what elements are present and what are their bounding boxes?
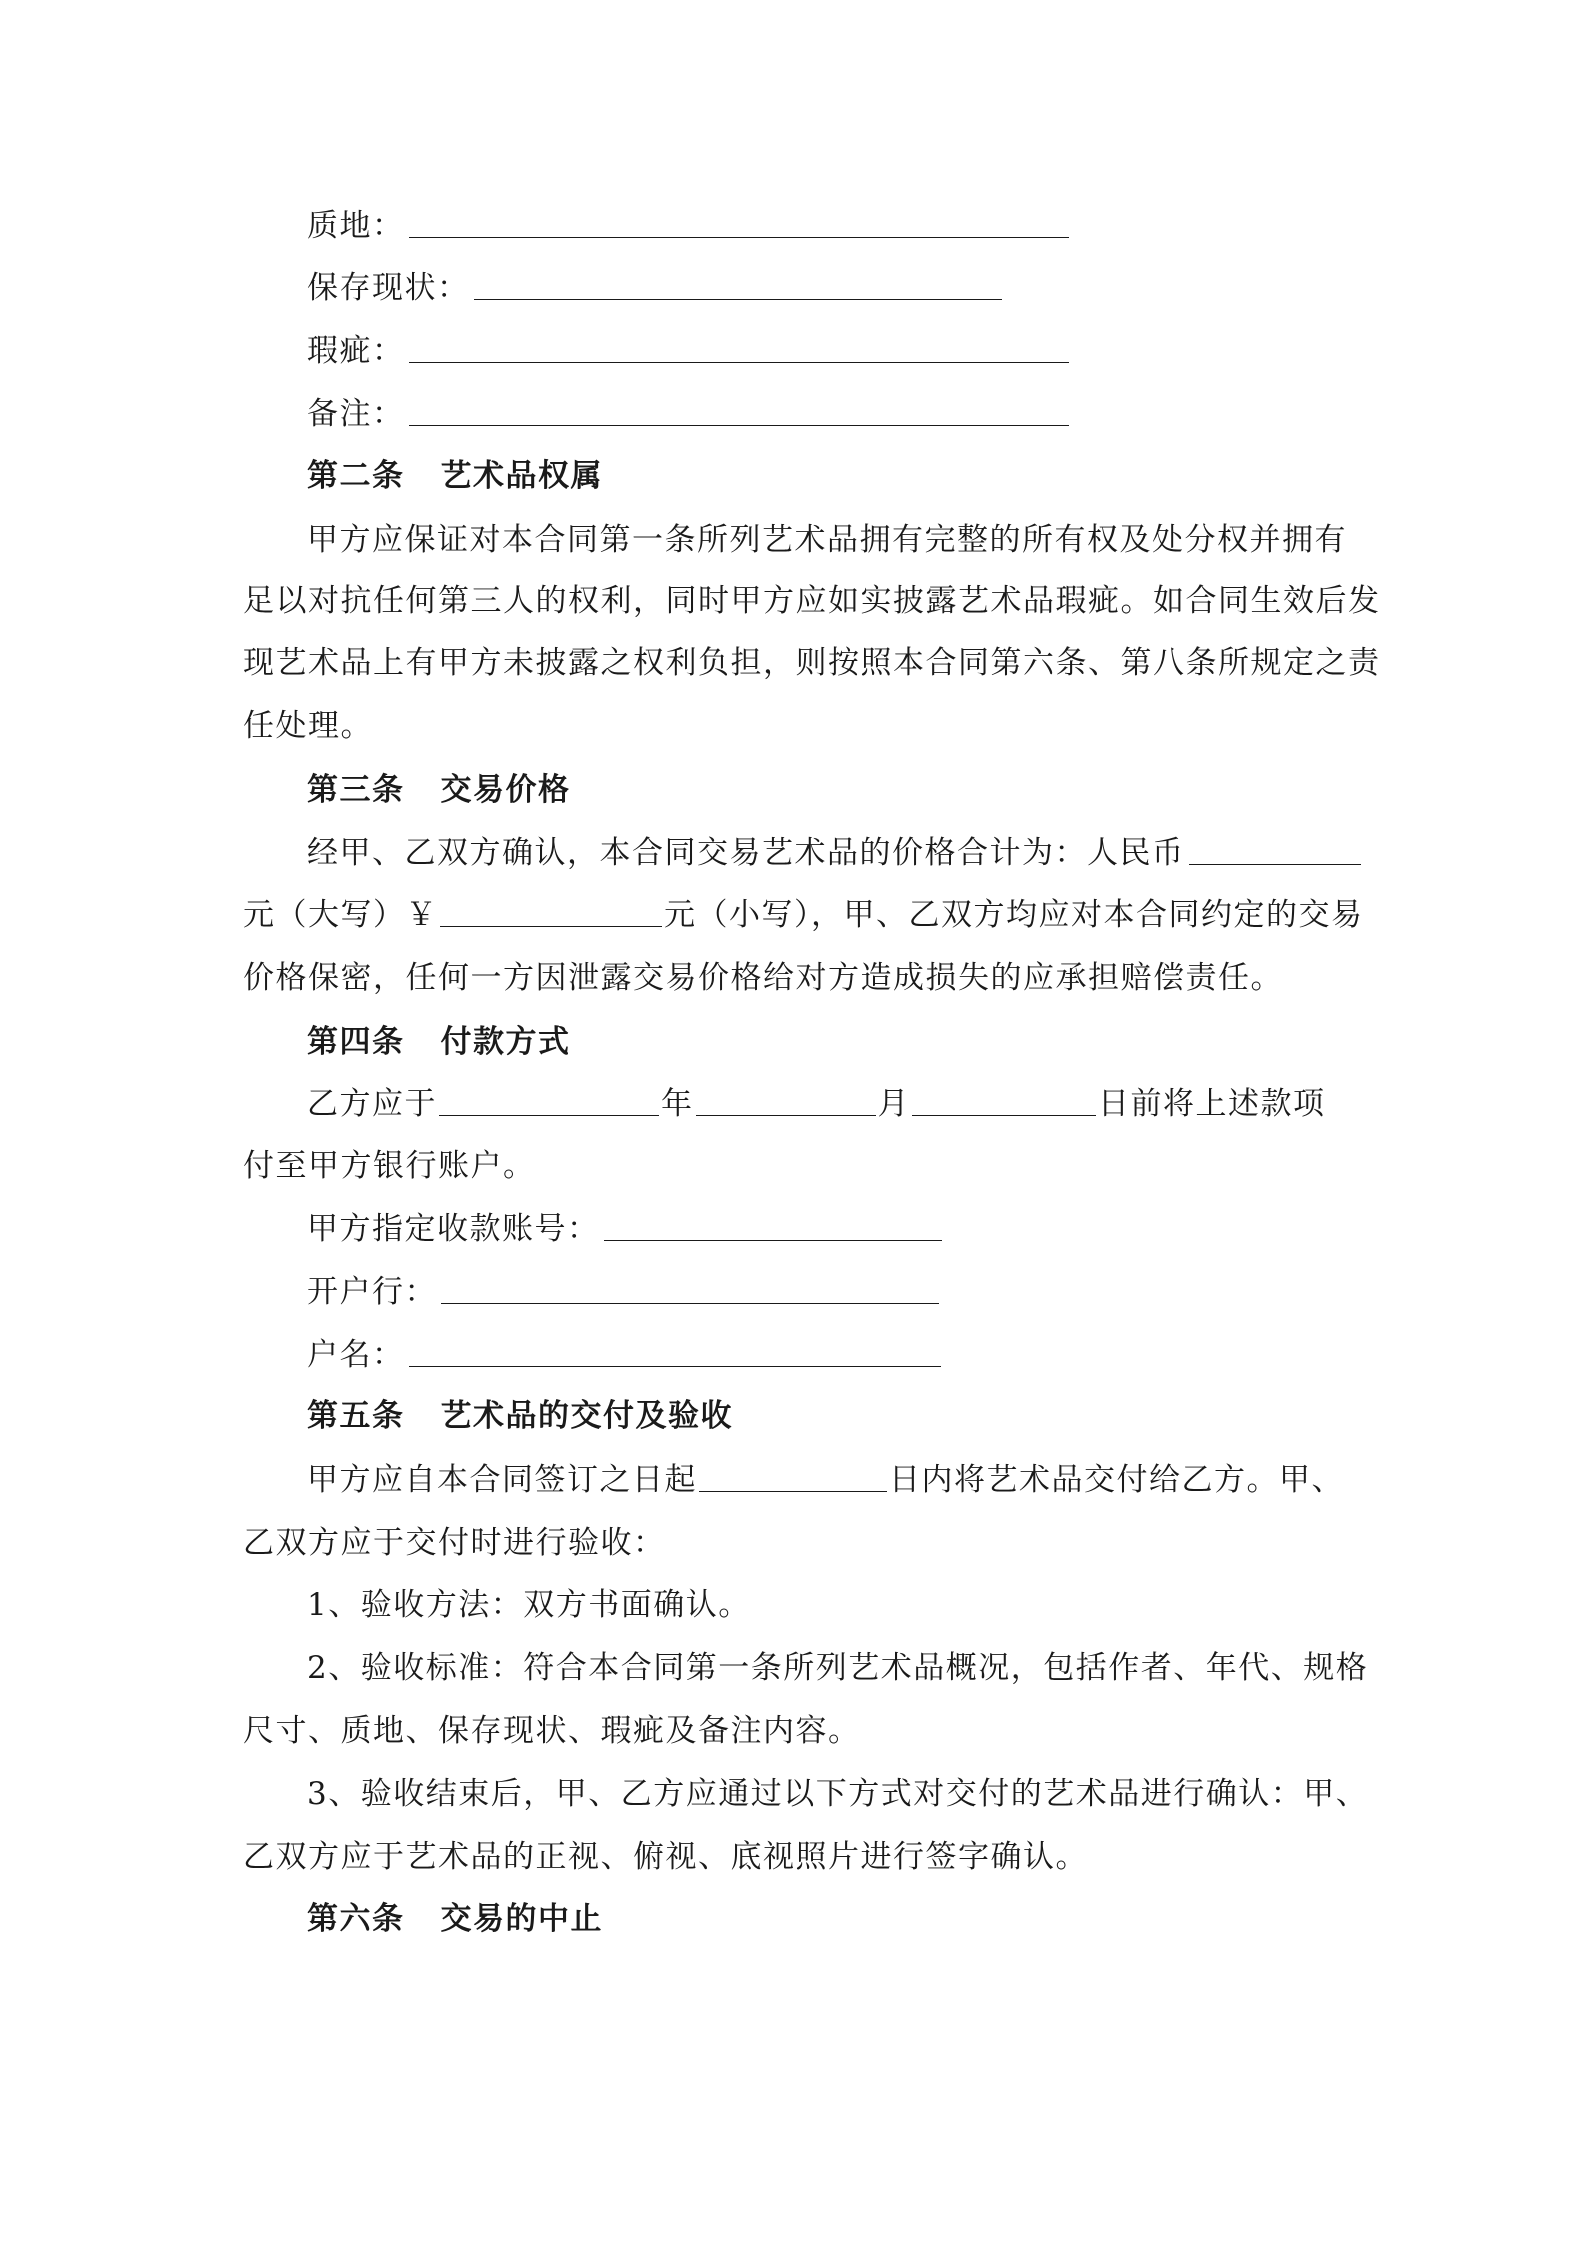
account-label: 甲方指定收款账号： — [307, 1211, 600, 1247]
account-field — [307, 1209, 942, 1249]
year-label: 年 — [661, 1086, 694, 1122]
payment-month-blank[interactable] — [696, 1085, 876, 1116]
price-figures-label: 元（小写），甲、乙双方均应对本合同约定的交易 — [664, 897, 1364, 933]
price-line-1 — [307, 833, 1361, 873]
quality-field — [307, 206, 1069, 246]
article-2-number: 第二条 — [307, 458, 405, 494]
payment-year-blank[interactable] — [439, 1085, 659, 1116]
bank-blank[interactable] — [441, 1273, 939, 1304]
article-4-heading — [307, 1022, 571, 1062]
payment-day-blank[interactable] — [912, 1085, 1096, 1116]
acceptance-item-2: 2、验收标准：符合本合同第一条所列艺术品概况，包括作者、年代、规格 — [307, 1650, 1369, 1686]
payment-line-2: 付至甲方银行账户。 — [243, 1148, 536, 1184]
preservation-blank[interactable] — [474, 269, 1002, 300]
article-3-title: 交易价格 — [440, 772, 571, 808]
delivery-days-blank[interactable] — [699, 1461, 887, 1492]
bank-label: 开户行： — [307, 1274, 437, 1310]
price-text: 经甲、乙双方确认，本合同交易艺术品的价格合计为：人民币 — [307, 835, 1185, 871]
delivery-line-1 — [307, 1460, 1344, 1500]
article-2-text-line: 甲方应保证对本合同第一条所列艺术品拥有完整的所有权及处分权并拥有 — [307, 522, 1347, 558]
bank-field — [307, 1272, 939, 1312]
preservation-field — [307, 268, 1002, 308]
acceptance-item-3-cont: 乙双方应于艺术品的正视、俯视、底视照片进行签字确认。 — [243, 1839, 1088, 1875]
month-label: 月 — [877, 1086, 910, 1122]
account-name-field — [307, 1335, 941, 1375]
price-line-3: 价格保密，任何一方因泄露交易价格给对方造成损失的应承担赔偿责任。 — [243, 960, 1283, 996]
payment-line-1 — [307, 1084, 1326, 1124]
price-rmb-blank[interactable] — [1189, 834, 1361, 865]
day-label: 日前将上述款项 — [1098, 1086, 1326, 1122]
article-2-heading — [307, 456, 603, 496]
delivery-line-2: 乙双方应于交付时进行验收： — [243, 1525, 666, 1561]
article-3-heading — [307, 770, 571, 810]
article-5-heading — [307, 1396, 733, 1436]
article-2-text-line: 足以对抗任何第三人的权利，同时甲方应如实披露艺术品瑕疵。如合同生效后发 — [243, 583, 1381, 619]
defects-field — [307, 331, 1069, 371]
defects-blank[interactable] — [409, 332, 1069, 363]
article-6-number: 第六条 — [307, 1901, 405, 1937]
delivery-text-b: 日内将艺术品交付给乙方。甲、 — [889, 1462, 1344, 1498]
notes-label: 备注： — [307, 396, 405, 432]
acceptance-item-1: 1、验收方法：双方书面确认。 — [307, 1587, 751, 1623]
acceptance-item-2-cont: 尺寸、质地、保存现状、瑕疵及备注内容。 — [243, 1713, 861, 1749]
quality-blank[interactable] — [409, 207, 1069, 238]
article-6-heading — [307, 1899, 603, 1939]
notes-field — [307, 394, 1069, 434]
article-2-title: 艺术品权属 — [440, 458, 603, 494]
quality-label: 质地： — [307, 208, 405, 244]
article-3-number: 第三条 — [307, 772, 405, 808]
account-name-label: 户名： — [307, 1337, 405, 1373]
acceptance-item-3: 3、验收结束后，甲、乙方应通过以下方式对交付的艺术品进行确认：甲、 — [307, 1776, 1369, 1812]
price-words-label: 元（大写）￥ — [243, 897, 438, 933]
delivery-text-a: 甲方应自本合同签订之日起 — [307, 1462, 697, 1498]
defects-label: 瑕疵： — [307, 333, 405, 369]
account-name-blank[interactable] — [409, 1336, 941, 1367]
price-line-2 — [243, 895, 1364, 935]
article-2-text-line: 现艺术品上有甲方未披露之权利负担，则按照本合同第六条、第八条所规定之责 — [243, 645, 1381, 681]
article-5-title: 艺术品的交付及验收 — [440, 1398, 733, 1434]
article-6-title: 交易的中止 — [440, 1901, 603, 1937]
article-4-number: 第四条 — [307, 1024, 405, 1060]
notes-blank[interactable] — [409, 395, 1069, 426]
preservation-label: 保存现状： — [307, 270, 470, 306]
article-4-title: 付款方式 — [440, 1024, 571, 1060]
article-2-text-line: 任处理。 — [243, 708, 373, 744]
price-words-blank[interactable] — [440, 896, 662, 927]
payment-date-label: 乙方应于 — [307, 1086, 437, 1122]
account-blank[interactable] — [604, 1210, 942, 1241]
article-5-number: 第五条 — [307, 1398, 405, 1434]
